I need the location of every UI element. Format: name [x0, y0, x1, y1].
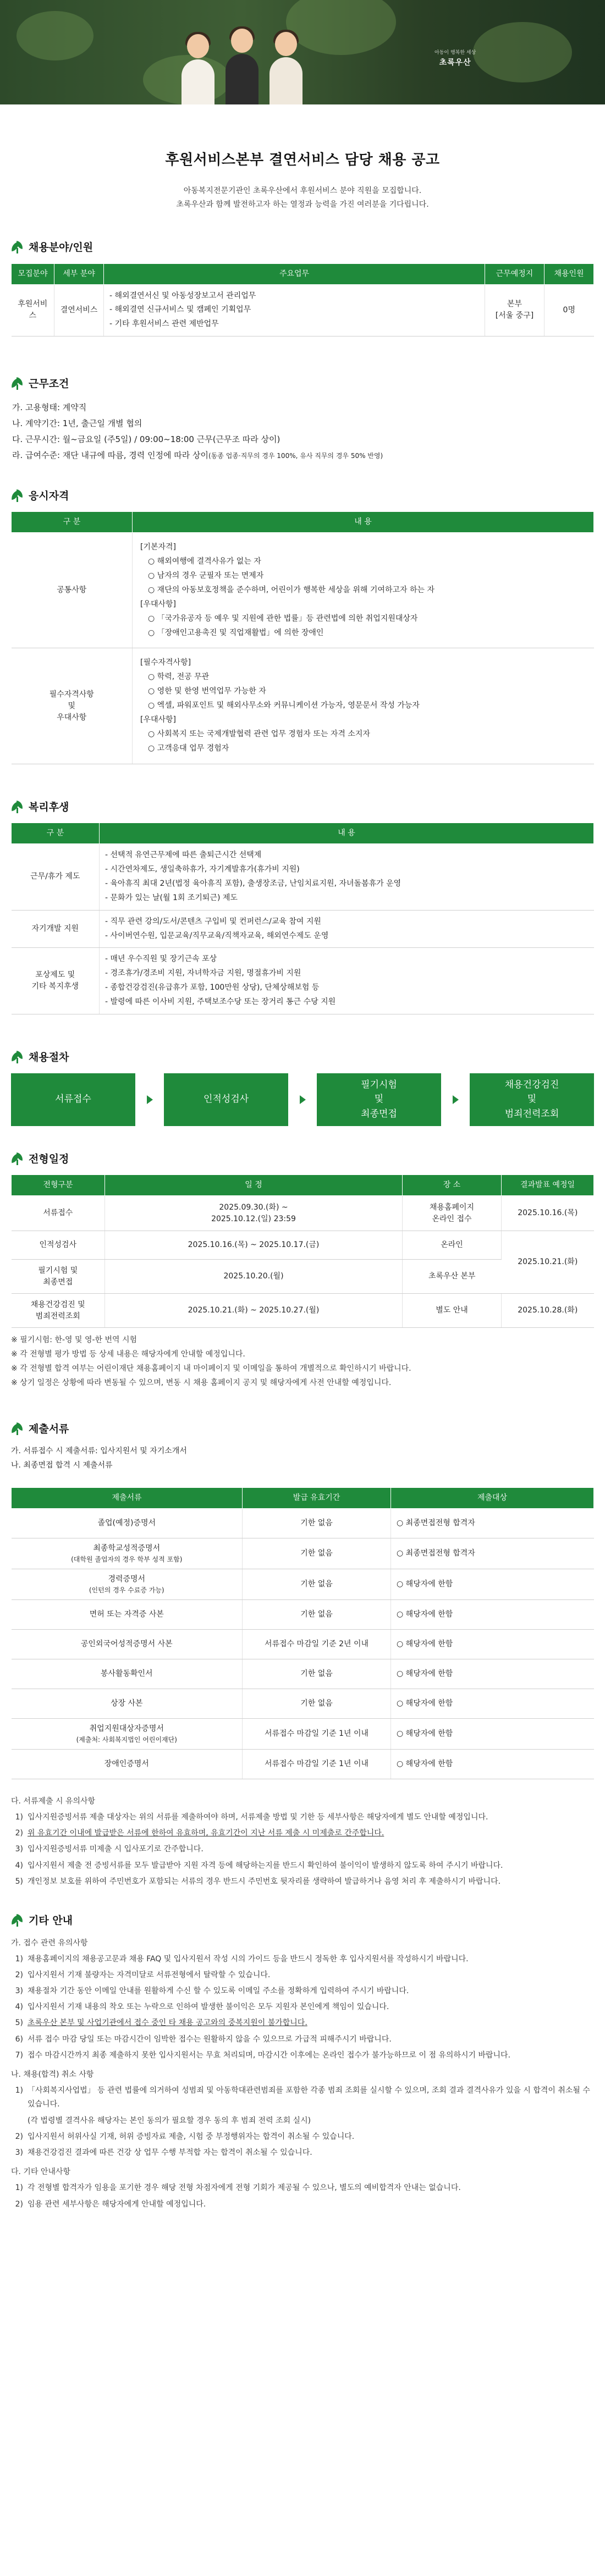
list-item: 4) 입사지원서 제출 전 증빙서류를 모두 발급받아 지원 자격 등에 해당하는지를 반드시 확인하여 불이익이 발생하지 않도록 하여 주시기 바랍니다. [15, 1861, 503, 1870]
section-title: 복리후생 [29, 801, 69, 813]
list-item: 2) 입사지원서 허위사실 기재, 허위 증빙자료 제출, 시험 중 부정행위자는 합격이 취소될 수 있습니다. [15, 2132, 355, 2141]
document-cautions: 다. 서류제출 시 유의사항 1) 입사지원증빙서류 제출 대상자는 위의 서류를 제출하여야 하며, 서류제출 방법 및 기한 등 세부사항은 해당자에게 별도 안내할 예정입니다. 2) 위 유효기간 이내에 발급받은 서류에 한하여 유효하며, 유효기간이 지난 서류 제출 시 미제출로 간주합니다. 3) 입사지원증빙서류 미제출 시 입사포기로 간주합니다. 4) 입사지원서 제출 전 증빙서류를 모두 발급받아 지원 자격 등에 해당하는지를 반드시 확인하여 불이익이 발생하지 않도록 하여 주시기 바랍니다. 5) 개인정보 보호를 위하여 주민번호가 포함되는 서류의 경우 반드시 주민번호 뒷자리를 생략하여 발급하거나 음영 처리 후 제출하시기 바랍니다. [11, 1795, 594, 1889]
child-figure [226, 54, 258, 104]
section-title: 기타 안내 [29, 1915, 73, 1927]
welfare-section [11, 799, 594, 1014]
arrow-right-icon [453, 1095, 459, 1104]
arrow-right-icon [300, 1095, 306, 1104]
conditions-list: 가. 고용형태: 계약직 나. 계약기간: 1년, 출근일 개별 협의 다. 근무시간: 월~금요일 (주5일) / 09:00~18:00 근무(근무조 따라 상이) 라. 급여수준: 재단 내규에 따름, 경력 인정에 따라 상이(동종 업종·직무의 경우 100%, 유사 직무의 경우 50% 반영) [12, 402, 383, 461]
list-item: 5) 개인정보 보호를 위하여 주민번호가 포함되는 서류의 경우 반드시 주민번호 뒷자리를 생략하여 발급하거나 음영 처리 후 제출하시기 바랍니다. [15, 1877, 501, 1886]
process-step: 서류접수 [11, 1073, 135, 1126]
table-row: 봉사활동확인서 기한 없음 ○ 해당자에 한함 [12, 1659, 594, 1689]
brand-logo [435, 49, 476, 69]
list-item: 2) 위 유효기간 이내에 발급받은 서류에 한하여 유효하며, 유효기간이 지난 서류 제출 시 미제출로 간주합니다. [15, 1829, 384, 1838]
table-row: 최종학교성적증명서 (대학원 졸업자의 경우 학부 성적 포함) 기한 없음 ○ 최종면접전형 합격자 [12, 1538, 594, 1569]
child-figure [182, 59, 215, 104]
documents-table: 제출서류 발급 유효기간 제출대상 졸업(예정)증명서 기한 없음 ○ 최종면접전형 합격자 최종학교성적증명서 (대학원 졸업자의 경우 학부 성적 포함) 기한 없음 ○ 최종면접전형 합격자 경력증명서 (인턴의 경우 수료증 가능) 기한 없음 ○ 해당자에 한함 면허 또는 자격증 사본 기한 없음 ○ 해당자에 한함 공인외국어성적증명서 사본 서류접수 마감일 기준 2년 이내 ○ 해당자에 한함 봉사활동확인서 기한 없음 ○ 해당자에 한함 상장 사본 기한 없음 ○ 해당자에 한함 취업지원대상자증명서 (제출처: 사회복지법인 어린이재단) 서류접수 마감일 기준 1년 이내 ○ 해당자에 한함 장애인증명서 서류접수 마감일 기준 1년 이내 ○ 해당자에 한함 [11, 1487, 594, 1779]
welfare-table: 구 분 내 용 근무/휴가 제도 - 선택적 유연근무제에 따른 출퇴근시간 선택제 - 시간연차제도, 생일축하휴가, 자기계발휴가(휴가비 지원) - 육아휴직 최대 2년(법정 육아휴직 포함), 출생장조금, 난임치료지원, 자녀돌봄휴가 운영 - 문화가 있는 날(월 1회 조기퇴근) 제도 자기개발 지원 - 직무 관련 강의/도서/콘텐츠 구입비 및 컨퍼런스/교육 참여 지원 - 사이버연수원, 입문교육/직무교육/직책자교육, 해외연수제도 운영 포상제도 및 기타 복지후생 - 매년 우수직원 및 장기근속 포상 - 경조휴가/경조비 지원, 자녀학자금 지원, 명절휴가비 지원 - 종합건강검진(유급휴가 포함, 100만원 상당), 단체상해보험 등 - 발령에 따른 이사비 지원, 주택보조수당 또는 장거리 통근 수당 지원 [11, 823, 594, 1014]
list-item: 1) 각 전형별 합격자가 임용을 포기한 경우 해당 전형 차점자에게 전형 기회가 제공될 수 있으나, 별도의 예비합격자 안내는 없습니다. [15, 2183, 461, 2193]
leaf-icon [11, 1915, 24, 1927]
documents-section [11, 1421, 594, 1889]
conditions-section [11, 376, 594, 464]
list-item: 1) 채용홈페이지의 채용공고문과 채용 FAQ 및 입사지원서 작성 시의 가이드 등을 반드시 정독한 후 입사지원서를 작성하시기 바랍니다. [15, 1954, 469, 1963]
other-info-section [11, 1913, 594, 2211]
process-step: 인적성검사 [164, 1073, 288, 1126]
table-row: 경력증명서 (인턴의 경우 수료증 가능) 기한 없음 ○ 해당자에 한함 [12, 1569, 594, 1599]
table-row: 면허 또는 자격증 사본 기한 없음 ○ 해당자에 한함 [12, 1599, 594, 1629]
leaf-icon [11, 241, 24, 253]
list-item: 2) 임용 관련 세부사항은 해당자에게 안내할 예정입니다. [15, 2199, 206, 2209]
process-step: 채용건강검진 및 범죄전력조회 [470, 1073, 594, 1126]
brand-name: 초록우산 [439, 58, 471, 67]
title-block [11, 104, 594, 211]
table-row: 상장 사본 기한 없음 ○ 해당자에 한함 [12, 1689, 594, 1718]
qualification-section [11, 488, 594, 764]
leaf-icon [11, 1423, 24, 1435]
process-step: 필기시험 및 최종면접 [317, 1073, 441, 1126]
schedule-table: 전형구분 일 정 장 소 결과발표 예정일 서류접수 2025.09.30.(화) ~ 2025.10.12.(일) 23:59 채용홈페이지 온라인 접수 2025.10.16.(목) 인적성검사 2025.10.16.(목) ~ 2025.10.17.(금) 온라인 2025.10.21.(화) 필기시험 및 최종면접 2025.10.20.(월) 초록우산 본부 채용건강검진 및 범죄전력조회 2025.10.21.(화) ~ 2025.10.27.(월) 별도 안내 2025.10.28.(화) [11, 1174, 594, 1328]
section-title: 응시자격 [29, 489, 69, 502]
leaf-icon [11, 1153, 24, 1165]
leaf-icon [11, 490, 24, 502]
child-figure [270, 57, 302, 104]
recruit-section [11, 240, 594, 337]
process-section [11, 1050, 594, 1126]
table-row: 졸업(예정)증명서 기한 없음 ○ 최종면접전형 합격자 [12, 1508, 594, 1538]
section-title: 채용절차 [29, 1051, 69, 1064]
list-item: 1) 입사지원증빙서류 제출 대상자는 위의 서류를 제출하여야 하며, 서류제출 방법 및 기한 등 세부사항은 해당자에게 별도 안내할 예정입니다. [15, 1813, 488, 1822]
other-info-list: 가. 접수 관련 유의사항 1) 채용홈페이지의 채용공고문과 채용 FAQ 및 입사지원서 작성 시의 가이드 등을 반드시 정독한 후 입사지원서를 작성하시기 바랍니다. 2) 입사지원서 기재 불량자는 자격미달로 서류전형에서 탈락할 수 있습니다. 3) 채용절차 기간 동안 이메일 안내를 원활하게 수신 할 수 있도록 이메일 주소를 정확하게 입력하여 주시기 바랍니다. 4) 입사지원서 기재 내용의 착오 또는 누락으로 인하여 발생한 불이익은 모두 지원자 본인에게 책임이 있습니다. 5) 초록우산 본부 및 사업기관에서 접수 중인 타 채용 공고와의 중복지원이 불가합니다. 6) 서류 접수 마감 당일 또는 마감시간이 임박한 접수는 원활하지 않을 수 있으므로 가급적 피해주시기 바랍니다. 7) 접수 마감시간까지 최종 제출하지 못한 입사지원서는 무효 처리되며, 마감시간 이후에는 온라인 접수가 불가능하므로 이 점 유의하시기 바랍니다. 나. 채용(합격) 취소 사항 1) 「사회복지사업법」 등 관련 법률에 의거하여 성범죄 및 아동학대관련범죄를 포함한 각종 범죄 조회를 실시할 수 있으며, 조회 결과 결격사유가 있을 시 합격이 취소될 수 있습니다. (각 법령별 결격사유 해당자는 본인 동의가 필요할 경우 동의 후 범죄 전력 조회 실시) 2) 입사지원서 허위사실 기재, 허위 증빙자료 제출, 시험 중 부정행위자는 합격이 취소될 수 있습니다. 3) 채용건강검진 결과에 따른 건강 상 업무 수행 부적합 자는 합격이 취소될 수 있습니다. 다. 기타 안내사항 1) 각 전형별 합격자가 임용을 포기한 경우 해당 전형 차점자에게 전형 기회가 제공될 수 있으나, 별도의 예비합격자 안내는 없습니다. 2) 임용 관련 세부사항은 해당자에게 안내할 예정입니다. [11, 1937, 594, 2211]
list-item: 4) 입사지원서 기재 내용의 착오 또는 누락으로 인하여 발생한 불이익은 모두 지원자 본인에게 책임이 있습니다. [15, 2003, 389, 2012]
list-item: 2) 입사지원서 기재 불량자는 자격미달로 서류전형에서 탈락할 수 있습니다. [15, 1970, 271, 1979]
leaf-icon [11, 378, 24, 390]
section-title: 채용분야/인원 [29, 241, 94, 253]
section-title: 제출서류 [29, 1422, 69, 1435]
process-flow [11, 1073, 594, 1126]
list-item: 3) 채용건강검진 결과에 따른 건강 상 업무 수행 부적합 자는 합격이 취소될 수 있습니다. [15, 2148, 312, 2157]
table-row: 취업지원대상자증명서 (제출처: 사회복지법인 어린이재단) 서류접수 마감일 기준 1년 이내 ○ 해당자에 한함 [12, 1718, 594, 1749]
schedule-notes: ※ 필기시험: 한-영 및 영-한 번역 시험 ※ 각 전형별 평가 방법 등 상세 내용은 해당자에게 안내할 예정입니다. ※ 각 전형별 합격 여부는 어린이재단 채용홈페이지 내 마이페이지 및 이메일을 통하여 개별적으로 확인하시기 바랍니다. ※ 상기 일정은 상황에 따라 변동될 수 있으며, 변동 시 채용 홈페이지 공지 및 해당자에게 사전 안내할 예정입니다. [11, 1336, 411, 1387]
arrow-right-icon [147, 1095, 153, 1104]
list-item: 7) 접수 마감시간까지 최종 제출하지 못한 입사지원서는 무효 처리되며, 마감시간 이후에는 온라인 접수가 불가능하므로 이 점 유의하시기 바랍니다. [15, 2050, 511, 2060]
leaf-icon [11, 801, 24, 813]
list-item: 3) 채용절차 기간 동안 이메일 안내를 원활하게 수신 할 수 있도록 이메일 주소를 정확하게 입력하여 주시기 바랍니다. [15, 1987, 409, 1996]
list-item: 3) 입사지원증빙서류 미제출 시 입사포기로 간주합니다. [15, 1845, 204, 1854]
list-item: 6) 서류 접수 마감 당일 또는 마감시간이 임박한 접수는 원활하지 않을 수 있으므로 가급적 피해주시기 바랍니다. [15, 2034, 392, 2044]
recruit-table: 모집분야 세부 분야 주요업무 근무예정지 채용인원 후원서비스 결연서비스 - 해외결연서신 및 아동성장보고서 관리업무 - 해외결연 신규서비스 및 캠페인 기획업무 - 기타 후원서비스 관련 제반업무 본부 [서울 중구] 0명 [11, 263, 594, 337]
table-row: 공인외국어성적증명서 사본 서류접수 마감일 기준 2년 이내 ○ 해당자에 한함 [12, 1629, 594, 1659]
section-title: 전형일정 [29, 1152, 69, 1165]
list-item: (각 법령별 결격사유 해당자는 본인 동의가 필요할 경우 동의 후 범죄 전력 조회 실시) [28, 2116, 311, 2125]
qualification-table: 구 분 내 용 공통사항 [기본자격] ○ 해외여행에 결격사유가 없는 자 ○ 남자의 경우 군필자 또는 면제자 ○ 재단의 아동보호정책을 준수하며, 어린이가 행복한 세상을 위해 기여하고자 하는 자 [우대사항] ○ 「국가유공자 등 예우 및 지원에 관한 법률」등 관련법에 의한 취업지원대상자 ○ 「장애인고용촉진 및 직업재활법」에 의한 장애인 필수자격사항 및 우대사항 [필수자격사항] ○ 학력, 전공 무관 ○ 영한 및 한영 번역업무 가능한 자 ○ 엑셀, 파워포인트 및 해외사무소와 커뮤니케이션 가능자, 영문문서 작성 가능자 [우대사항] ○ 사회복지 또는 국제개발협력 관련 업무 경험자 또는 자격 소지자 ○ 고객응대 업무 경험자 [11, 511, 594, 764]
schedule-section [11, 1151, 594, 1391]
documents-intro: 가. 서류접수 시 제출서류: 입사지원서 및 자기소개서 나. 최종면접 합격 시 제출서류 [11, 1447, 187, 1470]
page-title: 후원서비스본부 결연서비스 담당 채용 공고 [165, 152, 440, 168]
list-item: 1) 「사회복지사업법」 등 관련 법률에 의거하여 성범죄 및 아동학대관련범죄를 포함한 각종 범죄 조회를 실시할 수 있으며, 조회 결과 결격사유가 있을 시 합격이 취소될 수 있습니다. [15, 2086, 590, 2109]
brand-slogan: 아동이 행복한 세상 [435, 50, 476, 56]
list-item: 5) 초록우산 본부 및 사업기관에서 접수 중인 타 채용 공고와의 중복지원이 불가합니다. [15, 2018, 307, 2028]
section-title: 근무조건 [29, 378, 69, 390]
intro-text: 아동복지전문기관인 초록우산에서 후원서비스 분야 직원을 모집합니다. 초록우산과 함께 발전하고자 하는 열정과 능력을 가진 여러분을 기다립니다. [176, 186, 429, 209]
leaf-icon [11, 1051, 24, 1063]
table-row: 장애인증명서 서류접수 마감일 기준 1년 이내 ○ 해당자에 한함 [12, 1749, 594, 1779]
hero-banner [0, 0, 605, 104]
